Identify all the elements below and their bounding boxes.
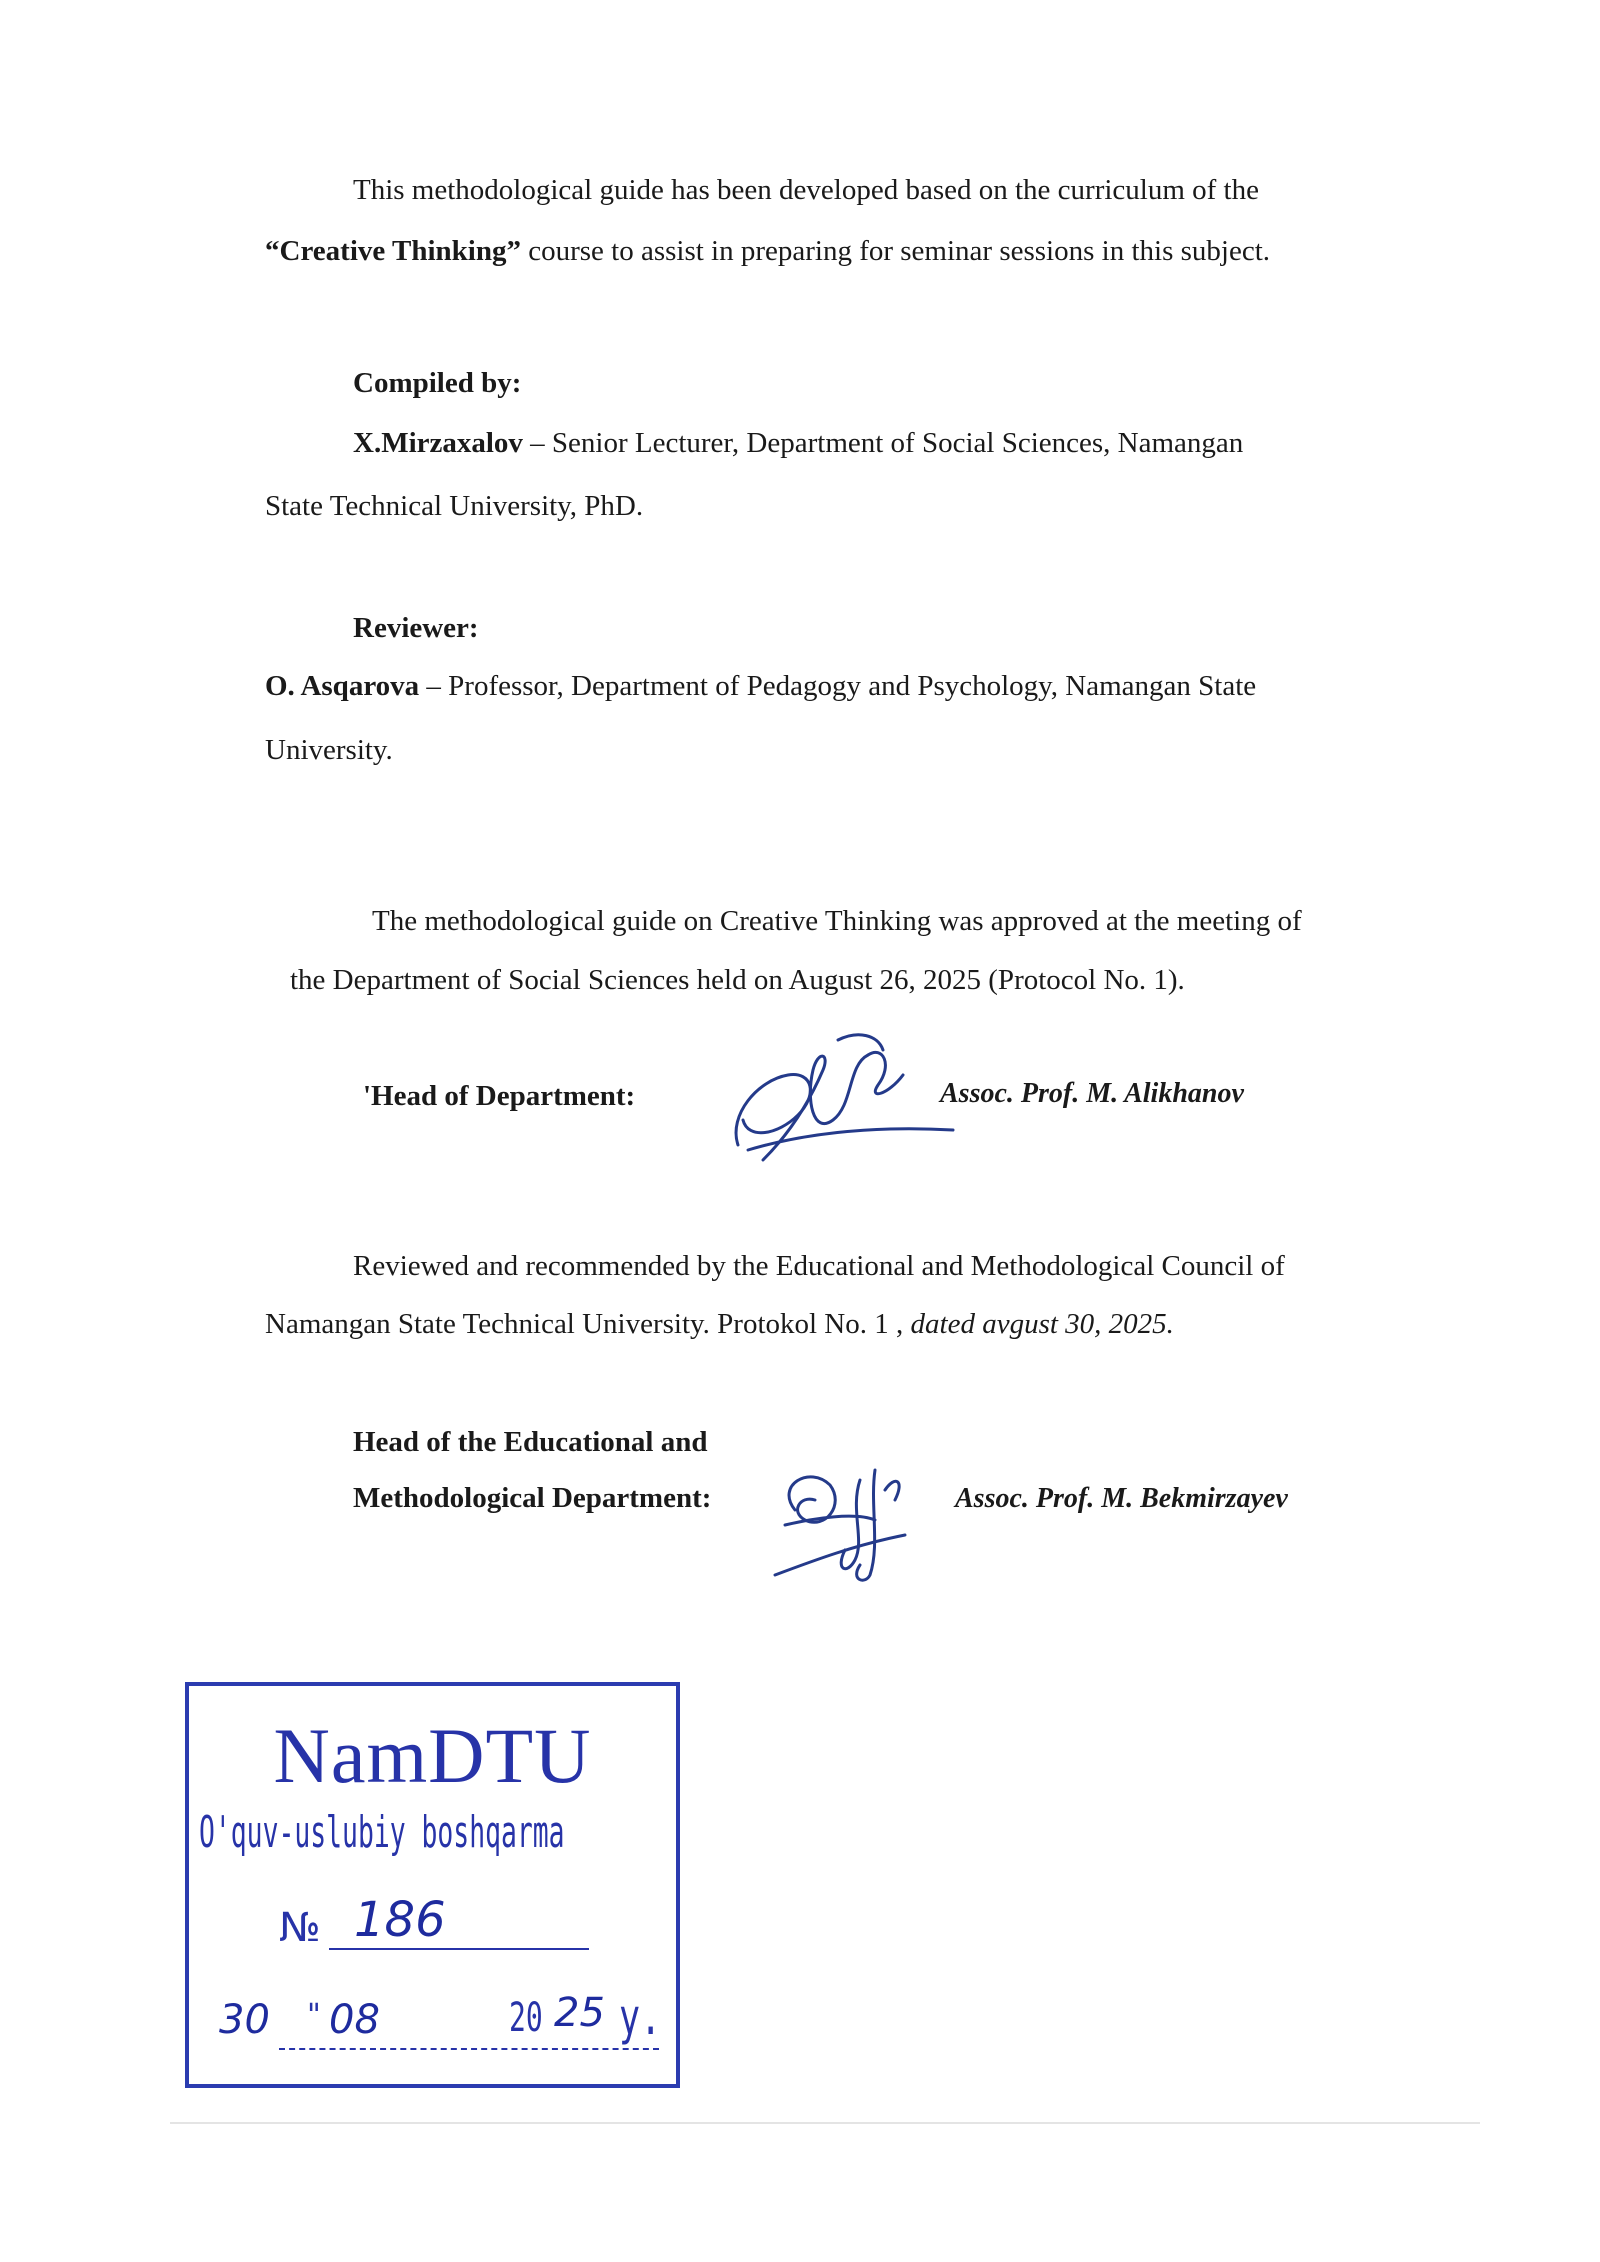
reviewer-role: – Professor, Department of Pedagogy and Psychology, Namangan State xyxy=(419,670,1257,702)
approval-line-1: The methodological guide on Creative Thinking was approved at the meeting of xyxy=(372,905,1302,937)
alikhanov-name: Assoc. Prof. M. Alikhanov xyxy=(940,1078,1244,1109)
stamp-number: 186 xyxy=(354,1892,446,1948)
council-line-1: Reviewed and recommended by the Educational and Methodological Council of xyxy=(353,1250,1285,1282)
stamp-quote-mark: " xyxy=(307,1998,321,2033)
educational-head-label-1: Head of the Educational and xyxy=(353,1426,708,1458)
intro-line-1: This methodological guide has been developed based on the curriculum of the xyxy=(353,174,1259,206)
intro-line-2 xyxy=(265,233,1270,269)
compiled-line-2: State Technical University, PhD. xyxy=(265,490,644,522)
compiler-name: X.Mirzaxalov xyxy=(353,427,523,459)
stamp-number-underline xyxy=(329,1948,589,1950)
approval-line-2: the Department of Social Sciences held on August 26, 2025 (Protocol No. 1). xyxy=(290,964,1185,996)
stamp-year-prefix: 20 xyxy=(509,1995,543,2041)
head-of-department-label: 'Head of Department: xyxy=(363,1080,636,1112)
reviewer-line-2: University. xyxy=(265,734,393,766)
stamp-year-handwritten: 25 xyxy=(554,1990,605,2036)
compiler-role: – Senior Lecturer, Department of Social Sciences, Namangan xyxy=(522,427,1244,459)
compiled-heading: Compiled by: xyxy=(353,367,522,399)
stamp-number-label: № xyxy=(279,1905,321,1951)
educational-head-label-2: Methodological Department: xyxy=(353,1482,712,1514)
stamp-department: O'quv-uslubiy boshqarma xyxy=(199,1807,565,1858)
stamp-day: 30 xyxy=(219,1997,270,2043)
intro-line-2-text: course to assist in preparing for seminar sessions in this subject. xyxy=(520,235,1270,267)
stamp-month: 08 xyxy=(329,1997,380,2043)
reviewer-line-1 xyxy=(265,668,1256,704)
council-date: dated avgust 30, 2025. xyxy=(910,1308,1174,1340)
stamp-year-suffix: y. xyxy=(619,1988,662,2046)
council-line-2-text: Namangan State Technical University. Protokol No. 1 , xyxy=(265,1308,911,1340)
course-title: “Creative Thinking” xyxy=(265,235,521,267)
reviewer-name: O. Asqarova xyxy=(265,670,420,702)
alikhanov-signature xyxy=(718,1025,958,1175)
reviewer-heading: Reviewer: xyxy=(353,612,479,644)
compiled-line-1 xyxy=(353,425,1243,461)
bekmirzayev-signature xyxy=(755,1450,955,1600)
bekmirzayev-name: Assoc. Prof. M. Bekmirzayev xyxy=(955,1483,1288,1514)
stamp-date-underline xyxy=(279,2048,659,2050)
namdtu-stamp xyxy=(185,1682,680,2088)
bottom-divider xyxy=(170,2122,1480,2124)
stamp-logo: NamDTU xyxy=(273,1712,592,1799)
council-line-2 xyxy=(265,1306,1174,1342)
